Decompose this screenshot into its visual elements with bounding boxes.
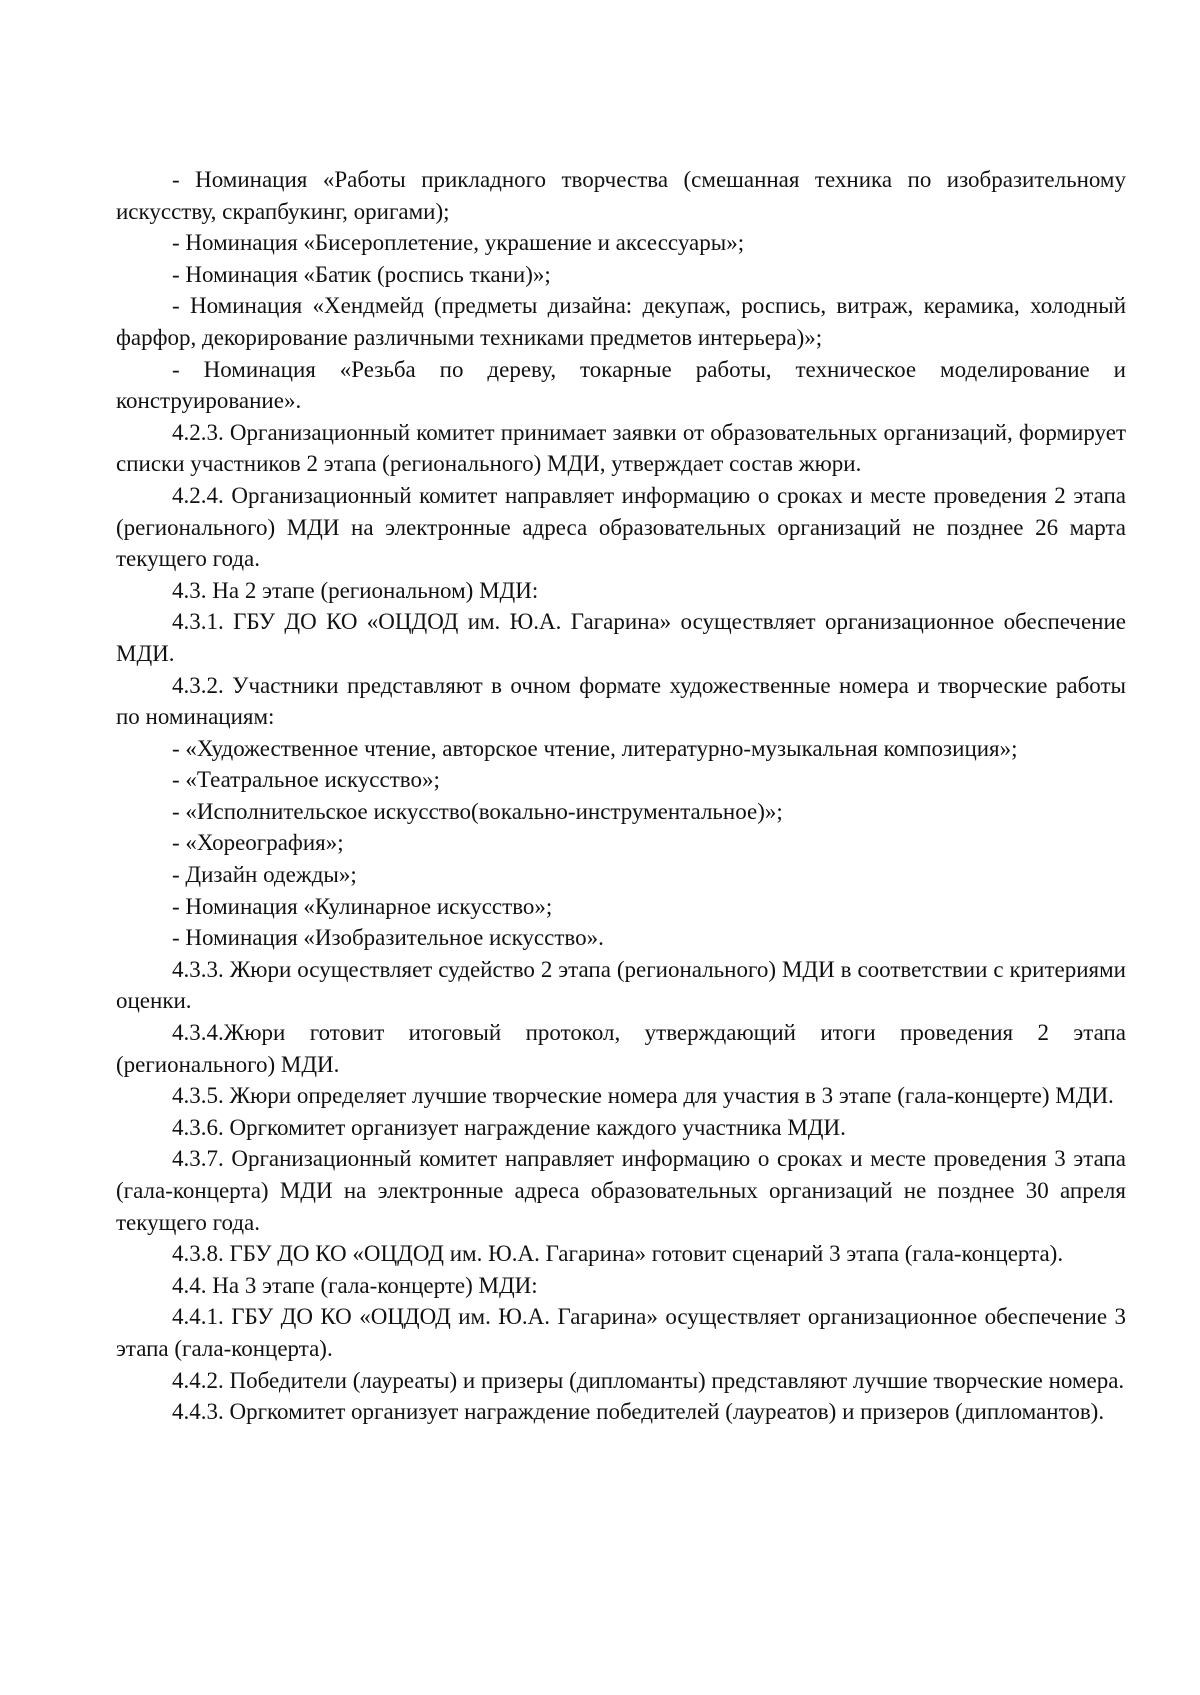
paragraph-nomination-choreography: - «Хореография»; [172, 830, 344, 856]
paragraph-nomination-batik: - Номинация «Батик (роспись ткани)»; [172, 261, 551, 287]
paragraph-4-3-4: 4.3.4.Жюри готовит итоговый протокол, утверждающий итоги проведения 2 этапа (регионального) МДИ. [116, 1020, 1126, 1077]
paragraph-4-4: 4.4. На 3 этапе (гала-концерте) МДИ: [172, 1272, 538, 1298]
paragraph-4-4-2: 4.4.2. Победители (лауреаты) и призеры (дипломанты) представляют лучшие творческие номера. [172, 1367, 1125, 1393]
paragraph-4-3: 4.3. На 2 этапе (региональном) МДИ: [172, 577, 539, 603]
paragraph-nomination-clothing-design: - Дизайн одежды»; [172, 862, 357, 888]
paragraph-4-3-5: 4.3.5. Жюри определяет лучшие творческие номера для участия в 3 этапе (гала-концерте) МДИ. [172, 1083, 1114, 1109]
paragraph-4-3-8: 4.3.8. ГБУ ДО КО «ОЦДОД им. Ю.А. Гагарина» готовит сценарий 3 этапа (гала-концерта). [172, 1241, 1064, 1267]
paragraph-4-3-2: 4.3.2. Участники представляют в очном формате художественные номера и творческие работы по номинациям: [116, 672, 1126, 730]
paragraph-nomination-handmade: - Номинация «Хендмейд (предметы дизайна: декупаж, роспись, витраж, керамика, холодный фарфор, декорирование различными техниками предметов интерьера)»; [116, 293, 1126, 350]
paragraph-nomination-fine-art: - Номинация «Изобразительное искусство». [172, 925, 604, 951]
paragraph-4-4-3: 4.4.3. Оргкомитет организует награждение победителей (лауреатов) и призеров (дипломантов). [172, 1399, 1105, 1425]
paragraph-4-3-1: 4.3.1. ГБУ ДО КО «ОЦДОД им. Ю.А. Гагарина» осуществляет организационное обеспечение МДИ. [116, 609, 1126, 666]
document-body [116, 164, 1126, 1428]
paragraph-nomination-applied-art: - Номинация «Работы прикладного творчества (смешанная техника по изобразительному искусству, скрапбукинг, оригами); [116, 167, 1126, 224]
paragraph-4-3-3: 4.3.3. Жюри осуществляет судейство 2 этапа (регионального) МДИ в соответствии с критериями оценки. [116, 956, 1126, 1014]
paragraph-nomination-woodcarving: - Номинация «Резьба по дереву, токарные работы, техническое моделирование и конструирование». [116, 356, 1126, 414]
paragraph-4-3-7: 4.3.7. Организационный комитет направляет информацию о сроках и месте проведения 3 этапа (гала-концерта) МДИ на электронные адреса образовательных организаций не позднее 30 апреля текущего года. [116, 1146, 1126, 1235]
paragraph-nomination-performing: - «Исполнительское искусство(вокально-инструментальное)»; [172, 798, 783, 824]
paragraph-4-2-4: 4.2.4. Организационный комитет направляет информацию о сроках и месте проведения 2 этапа (регионального) МДИ на электронные адреса образовательных организаций не позднее 26 марта текущего года. [116, 482, 1126, 572]
paragraph-4-2-3: 4.2.3. Организационный комитет принимает заявки от образовательных организаций, формирует списки участников 2 этапа (регионального) МДИ, утверждает состав жюри. [116, 419, 1126, 477]
paragraph-nomination-reading: - «Художественное чтение, авторское чтение, литературно-музыкальная композиция»; [172, 735, 1018, 761]
paragraph-nomination-beadwork: - Номинация «Бисероплетение, украшение и аксессуары»; [172, 230, 745, 256]
paragraph-nomination-theatre: - «Театральное искусство»; [172, 767, 440, 793]
paragraph-4-3-6: 4.3.6. Оргкомитет организует награждение каждого участника МДИ. [172, 1114, 846, 1140]
paragraph-4-4-1: 4.4.1. ГБУ ДО КО «ОЦДОД им. Ю.А. Гагарина» осуществляет организационное обеспечение 3 этапа (гала-концерта). [116, 1304, 1126, 1361]
paragraph-nomination-culinary: - Номинация «Кулинарное искусство»; [172, 893, 553, 919]
